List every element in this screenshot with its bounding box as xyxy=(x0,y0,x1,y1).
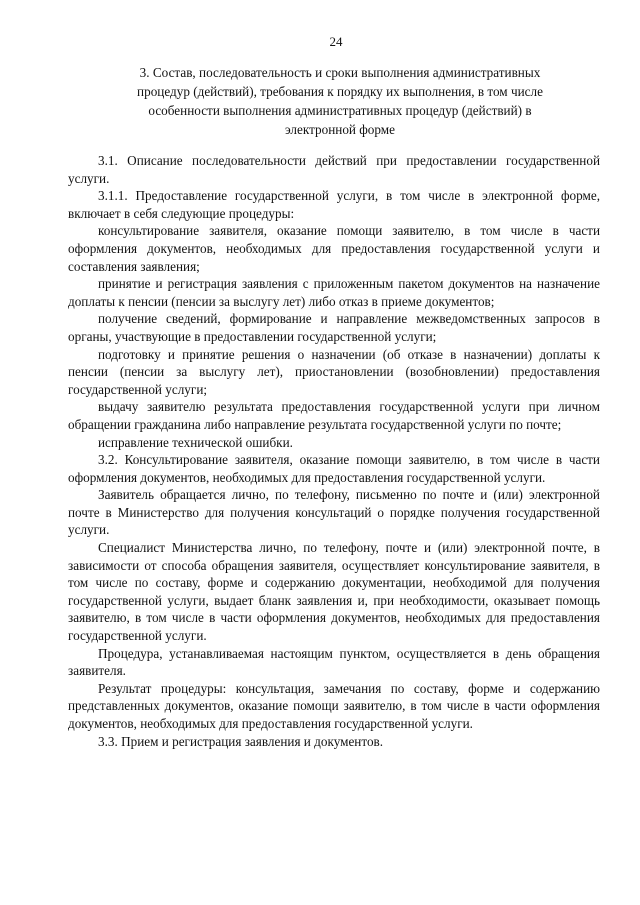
paragraph: принятие и регистрация заявления с приложенным пакетом документов на назначение доплаты к пенсии (пенсии за выслугу лет) либо отказ в приеме документов; xyxy=(68,276,600,309)
paragraph: Процедура, устанавливаемая настоящим пунктом, осуществляется в день обращения заявителя. xyxy=(68,645,600,679)
paragraph: 3.1.1. Предоставление государственной услуги, в том числе в электронной форме, включает в себя следующие процедуры: xyxy=(68,188,600,221)
paragraph: получение сведений, формирование и направление межведомственных запросов в органы, участвующие в предоставлении государственной услуги; xyxy=(68,311,600,344)
paragraph: выдачу заявителю результата предоставления государственной услуги при личном обращении гражданина либо направление результата государственной услуги по почте; xyxy=(68,399,600,432)
paragraph: консультирование заявителя, оказание помощи заявителю, в том числе в части оформления документов, необходимых для предоставления государственной услуги и составления заявления; xyxy=(68,223,600,274)
paragraph: Специалист Министерства лично, по телефону, почте и (или) электронной почте, в зависимости от способа обращения заявителя, осуществляет консультирование заявителя, в том числе по составу, форме и содержанию документации, необходимой для получения государственной услуги, выдает бланк заявления и, при необходимости, оказывает помощь заявителю, в том числе в части оформления документов, необходимых для предоставления государственной услуги. xyxy=(68,540,600,644)
paragraph: исправление технической ошибки. xyxy=(98,434,293,450)
document-body xyxy=(68,152,600,750)
paragraph: 3.1. Описание последовательности действий при предоставлении государственной услуги. xyxy=(68,153,600,186)
paragraph: Результат процедуры: консультация, замечания по составу, форме и содержанию представленных документов, оказание помощи заявителю, в том числе в части оформления документов, необходимых для предоставления государственной услуги. xyxy=(68,680,600,731)
paragraph: 3.2. Консультирование заявителя, оказание помощи заявителю, в том числе в части оформления документов, необходимых для предоставления государственной услуги. xyxy=(68,452,600,485)
paragraph: 3.3. Прием и регистрация заявления и документов. xyxy=(98,733,384,749)
paragraph: подготовку и принятие решения о назначении (об отказе в назначении) доплаты к пенсии (пенсии за выслугу лет), приостановлении (возобновлении) предоставления государственной услуги; xyxy=(68,346,600,397)
paragraph: Заявитель обращается лично, по телефону, письменно по почте и (или) электронной почте в Министерство для получения консультаций о порядке получения государственной услуги. xyxy=(68,487,600,538)
section-heading: 3. Состав, последовательность и сроки выполнения административных процедур (действий), требования к порядку их выполнения, в том числе особенности выполнения административных процедур (действий) в электронной форме xyxy=(137,65,543,137)
page-number: 24 xyxy=(329,34,343,49)
